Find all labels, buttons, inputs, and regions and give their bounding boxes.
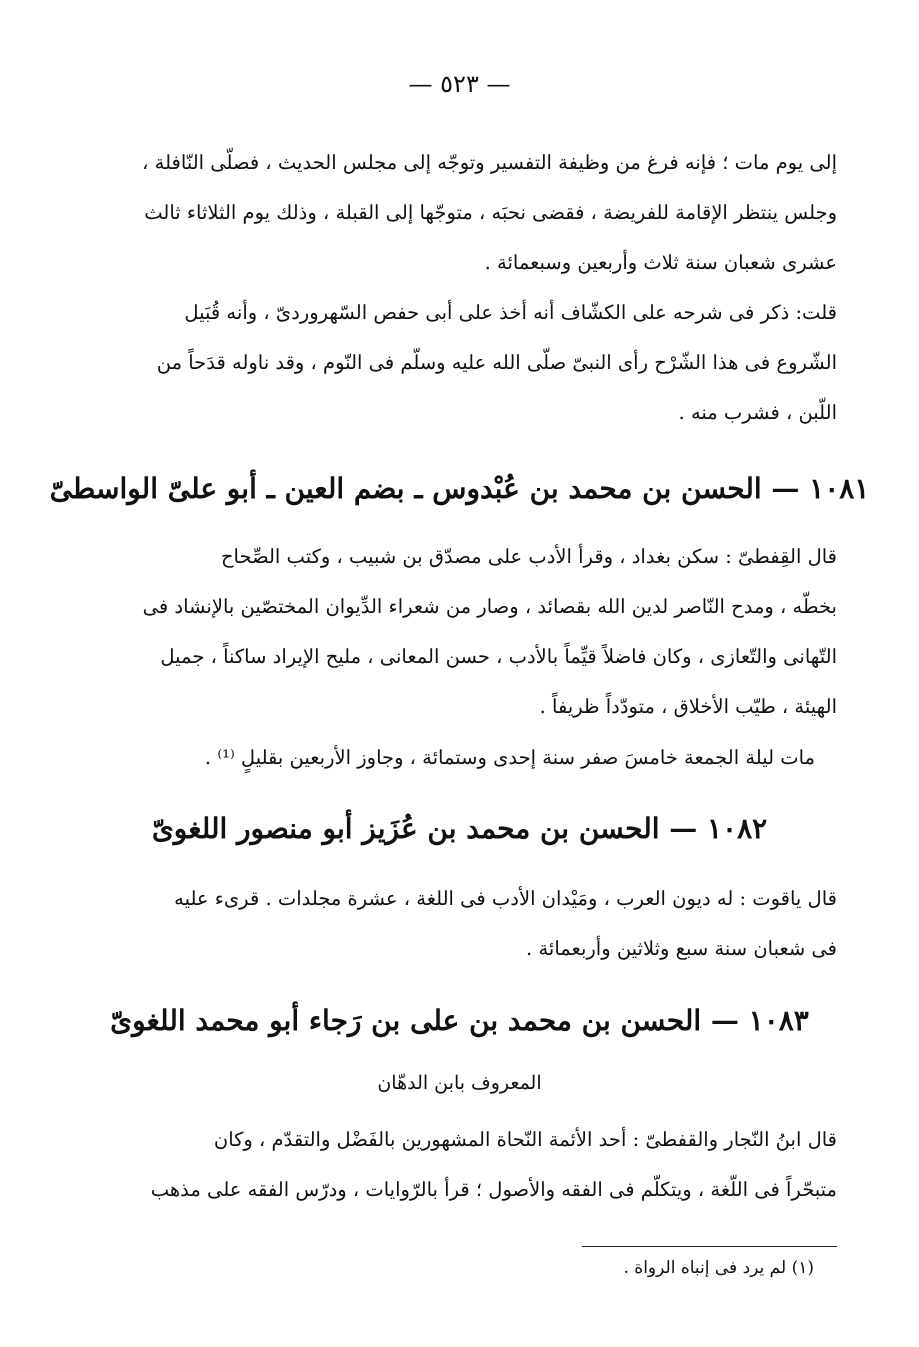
entry-heading-1081: ١٠٨١ — الحسن بن محمد بن عُبْدوس ـ بضم العين ـ أبو علىّ الواسطىّ [49, 472, 870, 505]
entry-heading-1082: ١٠٨٢ — الحسن بن محمد بن عُزَيز أبو منصور اللغوىّ [151, 812, 768, 845]
text-line: التّهانى والتّعازى ، وكان فاضلاً قيِّماً بالأدب ، حسن المعانى ، مليح الإيراد ساكناً ، جميل [160, 645, 837, 668]
text-line: متبحّراً فى اللّغة ، ويتكلّم فى الفقه والأصول ؛ قرأ بالرّوايات ، ودرّس الفقه على مذهب [150, 1178, 837, 1201]
page-number: — ٥٢٣ — [408, 70, 511, 98]
text-line: عشرى شعبان سنة ثلاث وأربعين وسبعمائة . [484, 251, 837, 274]
text-line: قلت: ذكر فى شرحه على الكشّاف أنه أخذ على أبى حفص السّهروردىّ ، وأنه قُبَيل [184, 301, 837, 324]
text-line: قال ابنُ النّجار والقفطىّ : أحد الأئمة النّحاة المشهورين بالفَضْل والتقدّم ، وكان [213, 1128, 837, 1151]
intro-paragraph [109, 138, 837, 288]
note-paragraph [109, 288, 837, 438]
text-line: الشّروع فى هذا الشّرْح رأى النبىّ صلّى الله عليه وسلّم فى النّوم ، وقد ناوله قدَحاً من [156, 351, 837, 374]
entry-1081-body [109, 532, 837, 732]
text-line: الهيئة ، طيّب الأخلاق ، متودّداً ظريفاً . [539, 695, 837, 718]
text-line: وجلس ينتظر الإقامة للفريضة ، فقضى نحبَه ، متوجّها إلى القبلة ، وذلك يوم الثلاثاء ثالث [144, 201, 837, 224]
text-line: إلى يوم مات ؛ فإنه فرغ من وظيفة التفسير وتوجّه إلى مجلس الحديث ، فصلّى النّافلة ، [142, 151, 837, 174]
footnote-divider [582, 1246, 837, 1247]
entry-1083-subheading: المعروف بابن الدهّان [377, 1072, 542, 1094]
text-line: اللّبن ، فشرب منه . [678, 401, 837, 424]
entry-1082-body [109, 874, 837, 974]
text-line: فى شعبان سنة سبع وثلاثين وأربعمائة . [526, 937, 837, 960]
death-line: مات ليلة الجمعة خامسَ صفر سنة إحدى وستمائة ، وجاوز الأربعين بقليلٍ ⁽¹⁾ . [204, 746, 815, 769]
text-line: قال ياقوت : له ديون العرب ، ومَيْدان الأدب فى اللغة ، عشرة مجلدات . قرىء عليه [174, 887, 837, 910]
entry-heading-1083: ١٠٨٣ — الحسن بن محمد بن على بن رَجاء أبو محمد اللغوىّ [110, 1004, 809, 1037]
footnote: (١) لم يرد فى إنباه الرواة . [623, 1258, 814, 1278]
entry-1083-body [109, 1115, 837, 1215]
text-line: قال القِفطىّ : سكن بغداد ، وقرأ الأدب على مصدّق بن شبيب ، وكتب الصِّحاح [220, 545, 837, 568]
text-line: بخطّه ، ومدح النّاصر لدين الله بقصائد ، وصار من شعراء الدِّيوان المختصّين بالإنشاد فى [142, 595, 837, 618]
entry-1081-death [109, 733, 837, 783]
